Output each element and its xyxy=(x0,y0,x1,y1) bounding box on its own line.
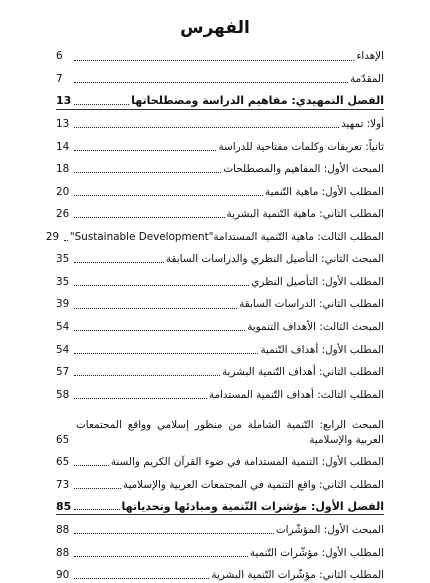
dot-leader xyxy=(74,375,220,376)
toc-entry xyxy=(56,380,384,403)
toc-entry-label: المبحث الرابع: التّنمية الشاملة من منظور إسلامي وواقع المجتمعات العربية والإسلامية xyxy=(76,418,384,446)
toc-entry-label: المطلب الثالث: ماهية التّنمية المستدامة"Sustainable Development" xyxy=(69,230,384,243)
dot-leader xyxy=(74,398,207,399)
toc-page-number: 20 xyxy=(56,185,70,198)
toc-entry xyxy=(56,42,384,65)
dot-leader xyxy=(74,195,263,196)
toc-entry xyxy=(56,515,384,538)
toc-entry xyxy=(56,155,384,178)
dot-leader xyxy=(74,578,209,579)
toc-page-number: 7 xyxy=(56,73,63,86)
toc-entry-label: المطلب الأول: مؤشّرات التّنمية xyxy=(249,546,384,559)
toc-page-number: 18 xyxy=(56,163,70,176)
toc-page-number: 88 xyxy=(56,523,70,536)
dot-leader xyxy=(74,556,248,557)
toc-entry xyxy=(56,538,384,561)
toc-page-number: 13 xyxy=(56,93,72,107)
dot-leader xyxy=(74,488,121,489)
toc-page-number: 29 xyxy=(45,230,60,243)
toc-entry-label: المطلب الأول: التنمية المستدامة في ضوء القرآن الكريم والسنة xyxy=(110,456,384,469)
toc-entry xyxy=(56,335,384,358)
dot-leader xyxy=(74,82,348,83)
toc-entry xyxy=(56,313,384,336)
toc-entry xyxy=(56,448,384,471)
toc-entry xyxy=(56,200,384,223)
toc-entry-label: المطلب الأول: أهداف التّنمية xyxy=(260,343,384,356)
toc-entry-label: المطلب الثاني: الدراسات السابقة xyxy=(239,298,384,311)
toc-page-number: 57 xyxy=(56,366,70,379)
toc-entry-label: المطلب الثاني: ماهية التّنمية البشرية xyxy=(226,208,384,221)
toc-page-number: 90 xyxy=(56,569,70,582)
dot-leader xyxy=(74,465,109,466)
dot-leader xyxy=(74,353,258,354)
dot-leader xyxy=(74,509,120,510)
dot-leader xyxy=(74,308,237,309)
toc-entry-label: الفصل التمهيدي: مفاهيم الدراسة ومصطلحاتها xyxy=(131,93,384,107)
toc-entry-label: المبحث الأول: المؤشّرات xyxy=(275,523,384,536)
toc-entry-label: ثانياً: تعريفات وكلمات مفتاحية للدراسة xyxy=(218,140,384,153)
toc-entry-label: المبحث الأول: المفاهيم والمصطلحات xyxy=(223,163,384,176)
toc-page-number: 65 xyxy=(56,456,70,469)
dot-leader xyxy=(74,330,245,331)
dot-leader xyxy=(74,217,225,218)
dot-leader xyxy=(74,262,164,263)
toc-page-number: 65 xyxy=(56,433,70,446)
page-title: الفهرس xyxy=(180,18,250,38)
toc-entry xyxy=(56,403,384,448)
toc-entry-label: المبحث الثاني: التأصيل النظري والدراسات السابقة xyxy=(165,253,384,266)
toc-entry-label: المطلب الثاني: واقع التنمية في المجتمعات العربية والإسلامية xyxy=(122,478,384,491)
toc-entry xyxy=(56,470,384,493)
toc-entry xyxy=(56,290,384,313)
toc-page-number: 39 xyxy=(56,298,70,311)
toc-page-number: 54 xyxy=(56,321,70,334)
toc-entry xyxy=(45,222,384,245)
dot-leader xyxy=(74,150,216,151)
toc-page-number: 88 xyxy=(56,546,70,559)
toc-entry-label: المطلب الأول: التأصيل النظري xyxy=(251,275,384,288)
toc-entry-label: المقدّمة xyxy=(350,73,384,86)
toc-entry xyxy=(56,561,384,583)
dot-leader xyxy=(74,127,339,128)
toc-page-number: 35 xyxy=(56,275,70,288)
toc-entry-label: المبحث الثالث: الأهداف التنموية xyxy=(247,321,384,334)
toc-page-number: 13 xyxy=(56,118,70,131)
dot-leader xyxy=(74,172,221,173)
toc-page-number: 58 xyxy=(56,388,70,401)
toc-entry-label: المطلب الأول: ماهية التّنمية xyxy=(265,185,384,198)
toc-chapter-entry xyxy=(56,87,384,110)
toc-chapter-entry xyxy=(56,493,384,516)
toc-entry-label: الإهداء xyxy=(356,50,384,63)
toc-page-number: 73 xyxy=(56,478,70,491)
toc-entry xyxy=(56,245,384,268)
toc-entry xyxy=(56,110,384,133)
dot-leader xyxy=(74,104,129,105)
toc-entry xyxy=(56,132,384,155)
dot-leader xyxy=(74,60,354,61)
toc-page-number: 26 xyxy=(56,208,70,221)
dot-leader xyxy=(64,240,68,241)
toc-entry xyxy=(56,358,384,381)
toc-entry-label: أولا: تمهيد xyxy=(341,118,384,131)
toc-entry xyxy=(56,267,384,290)
toc-entry xyxy=(56,177,384,200)
toc-entry xyxy=(56,65,384,88)
table-of-contents xyxy=(45,42,384,583)
toc-page-number: 85 xyxy=(56,499,72,513)
toc-page-number: 14 xyxy=(56,140,70,153)
toc-page-number: 6 xyxy=(56,50,63,63)
toc-entry-label: المطلب الثاني: أهداف التّنمية البشرية xyxy=(221,366,384,379)
toc-page-number: 54 xyxy=(56,343,70,356)
toc-entry-label: المطلب الثالث: أهداف التّنمية المستدامة xyxy=(208,388,384,401)
toc-entry-label: المطلب الثاني: مؤشّرات التّنمية البشرية xyxy=(211,569,384,582)
toc-page-number: 35 xyxy=(56,253,70,266)
dot-leader xyxy=(74,285,249,286)
dot-leader xyxy=(74,533,274,534)
toc-entry-label: الفصل الأول: مؤشرات التّنمية ومبادئها وتحدياتها xyxy=(121,499,384,513)
